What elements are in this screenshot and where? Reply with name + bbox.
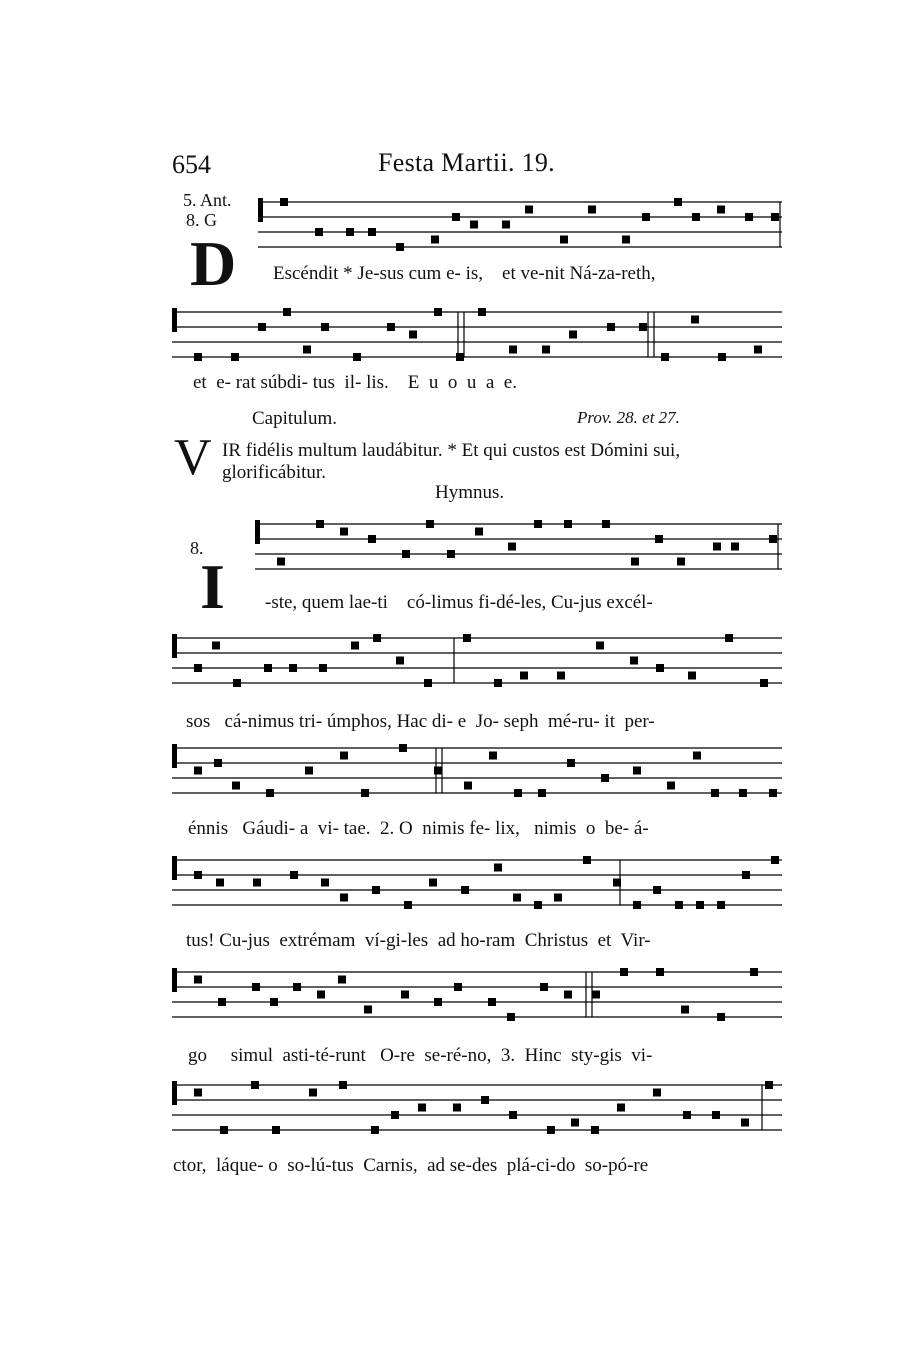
hymn-lyric-line-2: sos cá-nimus tri- úmphos, Hac di- e Jo- seph mé-ru- it per- (186, 711, 655, 732)
neume-icon (402, 550, 410, 558)
capitulum-line-1: IR fidélis multum laudábitur. * Et qui custos est Dómini sui, (222, 440, 681, 461)
neume-icon (642, 213, 650, 221)
neume-icon (667, 782, 675, 790)
neume-icon (418, 1104, 426, 1112)
neume-icon (592, 991, 600, 999)
neume-icon (481, 1096, 489, 1104)
neume-icon (655, 535, 663, 543)
neume-icon (232, 782, 240, 790)
neume-icon (571, 1119, 579, 1127)
neume-icon (429, 879, 437, 887)
neume-icon (340, 894, 348, 902)
neume-icon (303, 346, 311, 354)
neume-icon (212, 642, 220, 650)
neume-icon (639, 323, 647, 331)
neume-icon (340, 528, 348, 536)
neume-icon (315, 228, 323, 236)
neume-icon (713, 543, 721, 551)
neume-icon (494, 679, 502, 687)
neume-icon (569, 331, 577, 339)
neume-icon (293, 983, 301, 991)
neume-icon (554, 894, 562, 902)
neume-icon (754, 346, 762, 354)
neume-icon (583, 856, 591, 864)
neume-icon (339, 1081, 347, 1089)
neume-icon (725, 634, 733, 642)
antiphon-number: 5. Ant. (183, 190, 232, 210)
neume-icon (272, 1126, 280, 1134)
neume-icon (194, 353, 202, 361)
neume-icon (534, 520, 542, 528)
staff-5 (172, 744, 782, 797)
clef-icon (172, 634, 177, 658)
page-number: 654 (172, 150, 211, 179)
neume-icon (251, 1081, 259, 1089)
neume-icon (540, 983, 548, 991)
neume-icon (525, 206, 533, 214)
neume-icon (630, 657, 638, 665)
neume-icon (258, 323, 266, 331)
neume-icon (731, 543, 739, 551)
antiphon-mode: 8. G (186, 210, 217, 230)
neume-icon (696, 901, 704, 909)
neume-icon (656, 968, 664, 976)
neume-icon (534, 901, 542, 909)
neume-icon (513, 894, 521, 902)
neume-icon (319, 664, 327, 672)
neume-icon (691, 316, 699, 324)
neume-icon (361, 789, 369, 797)
neume-icon (557, 672, 565, 680)
neume-icon (547, 1126, 555, 1134)
neume-icon (387, 323, 395, 331)
neume-icon (194, 664, 202, 672)
neume-icon (424, 679, 432, 687)
neume-icon (633, 901, 641, 909)
antiphon-initial: D (190, 228, 237, 299)
neume-icon (560, 236, 568, 244)
neume-icon (509, 1111, 517, 1119)
neume-icon (214, 759, 222, 767)
neume-icon (454, 983, 462, 991)
neume-icon (488, 998, 496, 1006)
clef-icon (255, 520, 260, 544)
neume-icon (453, 1104, 461, 1112)
hymn-mode: 8. (190, 538, 204, 558)
hymn-lyric-line-5: go simul asti-té-runt O-re se-ré-no, 3. Hinc sty-gis vi- (188, 1045, 653, 1066)
neume-icon (266, 789, 274, 797)
hymn-lyric-line-1: -ste, quem lae-ti có-limus fi-dé-les, Cu-jus excél- (265, 592, 653, 613)
neume-icon (264, 664, 272, 672)
neume-icon (661, 353, 669, 361)
neume-icon (253, 879, 261, 887)
neume-icon (252, 983, 260, 991)
clef-icon (172, 308, 177, 332)
neume-icon (712, 1111, 720, 1119)
neume-icon (677, 558, 685, 566)
neume-icon (289, 664, 297, 672)
neume-icon (277, 558, 285, 566)
neume-icon (741, 1119, 749, 1127)
neume-icon (718, 353, 726, 361)
neume-icon (321, 879, 329, 887)
capitulum-line-2: glorificábitur. (222, 462, 326, 483)
staff-3 (255, 520, 782, 569)
neume-icon (674, 198, 682, 206)
neume-icon (426, 520, 434, 528)
neume-icon (340, 752, 348, 760)
staff-8 (172, 1081, 782, 1134)
neume-icon (692, 213, 700, 221)
capitulum-heading: Capitulum. (252, 408, 337, 429)
neume-icon (475, 528, 483, 536)
neume-icon (373, 634, 381, 642)
neume-icon (401, 991, 409, 999)
neume-icon (508, 543, 516, 551)
neume-icon (372, 886, 380, 894)
neume-icon (434, 308, 442, 316)
neume-icon (688, 672, 696, 680)
neume-icon (681, 1006, 689, 1014)
neume-icon (494, 864, 502, 872)
neume-icon (338, 976, 346, 984)
neume-icon (675, 901, 683, 909)
neume-icon (464, 782, 472, 790)
neume-icon (765, 1081, 773, 1089)
neume-icon (742, 871, 750, 879)
neume-icon (656, 664, 664, 672)
neume-icon (461, 886, 469, 894)
neume-icon (233, 679, 241, 687)
neume-icon (564, 520, 572, 528)
neume-icon (399, 744, 407, 752)
neume-icon (368, 228, 376, 236)
neume-icon (194, 976, 202, 984)
neume-icon (520, 672, 528, 680)
capitulum-initial: V (174, 429, 212, 486)
neume-icon (396, 657, 404, 665)
neume-icon (622, 236, 630, 244)
neume-icon (613, 879, 621, 887)
neume-icon (620, 968, 628, 976)
neume-icon (489, 752, 497, 760)
neume-icon (769, 535, 777, 543)
neume-icon (591, 1126, 599, 1134)
neume-icon (601, 774, 609, 782)
neume-icon (194, 871, 202, 879)
neume-icon (280, 198, 288, 206)
neume-icon (769, 789, 777, 797)
neume-icon (717, 206, 725, 214)
neume-icon (760, 679, 768, 687)
neume-icon (507, 1013, 515, 1021)
neume-icon (346, 228, 354, 236)
neume-icon (456, 353, 464, 361)
neume-icon (739, 789, 747, 797)
neume-icon (305, 767, 313, 775)
neume-icon (514, 789, 522, 797)
neume-icon (509, 346, 517, 354)
hymn-lyric-line-4: tus! Cu-jus extrémam ví-gi-les ad ho-ram Christus et Vir- (186, 930, 651, 951)
neume-icon (750, 968, 758, 976)
neume-icon (351, 642, 359, 650)
neume-icon (538, 789, 546, 797)
clef-icon (172, 744, 177, 768)
staff-4 (172, 634, 782, 687)
neume-icon (409, 331, 417, 339)
neume-icon (434, 998, 442, 1006)
neume-icon (431, 236, 439, 244)
neume-icon (404, 901, 412, 909)
neume-icon (717, 901, 725, 909)
neume-icon (231, 353, 239, 361)
neume-icon (452, 213, 460, 221)
clef-icon (172, 968, 177, 992)
hymn-lyric-line-3: énnis Gáudi- a vi- tae. 2. O nimis fe- lix, nimis o be- á- (188, 818, 649, 839)
neume-icon (463, 634, 471, 642)
neume-icon (220, 1126, 228, 1134)
neume-icon (683, 1111, 691, 1119)
neume-icon (588, 206, 596, 214)
neume-icon (321, 323, 329, 331)
neume-icon (447, 550, 455, 558)
neume-icon (771, 213, 779, 221)
staff-7 (172, 968, 782, 1021)
neume-icon (567, 759, 575, 767)
neume-icon (353, 353, 361, 361)
neume-icon (607, 323, 615, 331)
neume-icon (542, 346, 550, 354)
neume-icon (216, 879, 224, 887)
hymn-heading: Hymnus. (435, 482, 505, 503)
neume-icon (771, 856, 779, 864)
neume-icon (270, 998, 278, 1006)
staff-2 (172, 308, 782, 361)
neume-icon (602, 520, 610, 528)
neume-icon (617, 1104, 625, 1112)
neume-icon (564, 991, 572, 999)
neume-icon (309, 1089, 317, 1097)
neume-icon (396, 243, 404, 251)
hymn-initial: I (200, 551, 225, 622)
clef-icon (172, 856, 177, 880)
neume-icon (711, 789, 719, 797)
neume-icon (371, 1126, 379, 1134)
neume-icon (194, 767, 202, 775)
neume-icon (194, 1089, 202, 1097)
neume-icon (717, 1013, 725, 1021)
neume-icon (631, 558, 639, 566)
clef-icon (258, 198, 263, 222)
hymn-lyric-line-6: ctor, láque- o so-lú-tus Carnis, ad se-des plá-ci-do so-pó-re (173, 1155, 649, 1176)
neume-icon (368, 535, 376, 543)
neume-icon (745, 213, 753, 221)
page-title: Festa Martii. 19. (378, 148, 555, 177)
neume-icon (434, 767, 442, 775)
neume-icon (283, 308, 291, 316)
antiphon-lyric-line-2: et e- rat súbdi- tus il- lis. E u o u a e. (193, 372, 517, 393)
staff-6 (172, 856, 782, 909)
neume-icon (693, 752, 701, 760)
neume-icon (653, 1089, 661, 1097)
capitulum-reference: Prov. 28. et 27. (577, 408, 680, 427)
neume-icon (364, 1006, 372, 1014)
clef-icon (172, 1081, 177, 1105)
neume-icon (317, 991, 325, 999)
staff-1 (258, 198, 782, 251)
neume-icon (596, 642, 604, 650)
antiphon-lyric-line-1: Escéndit * Je-sus cum e- is, et ve-nit Ná-za-reth, (273, 263, 656, 284)
neume-icon (316, 520, 324, 528)
neume-icon (502, 221, 510, 229)
neume-icon (633, 767, 641, 775)
neume-icon (391, 1111, 399, 1119)
neume-icon (478, 308, 486, 316)
neume-icon (653, 886, 661, 894)
neume-icon (218, 998, 226, 1006)
neume-icon (290, 871, 298, 879)
neume-icon (470, 221, 478, 229)
